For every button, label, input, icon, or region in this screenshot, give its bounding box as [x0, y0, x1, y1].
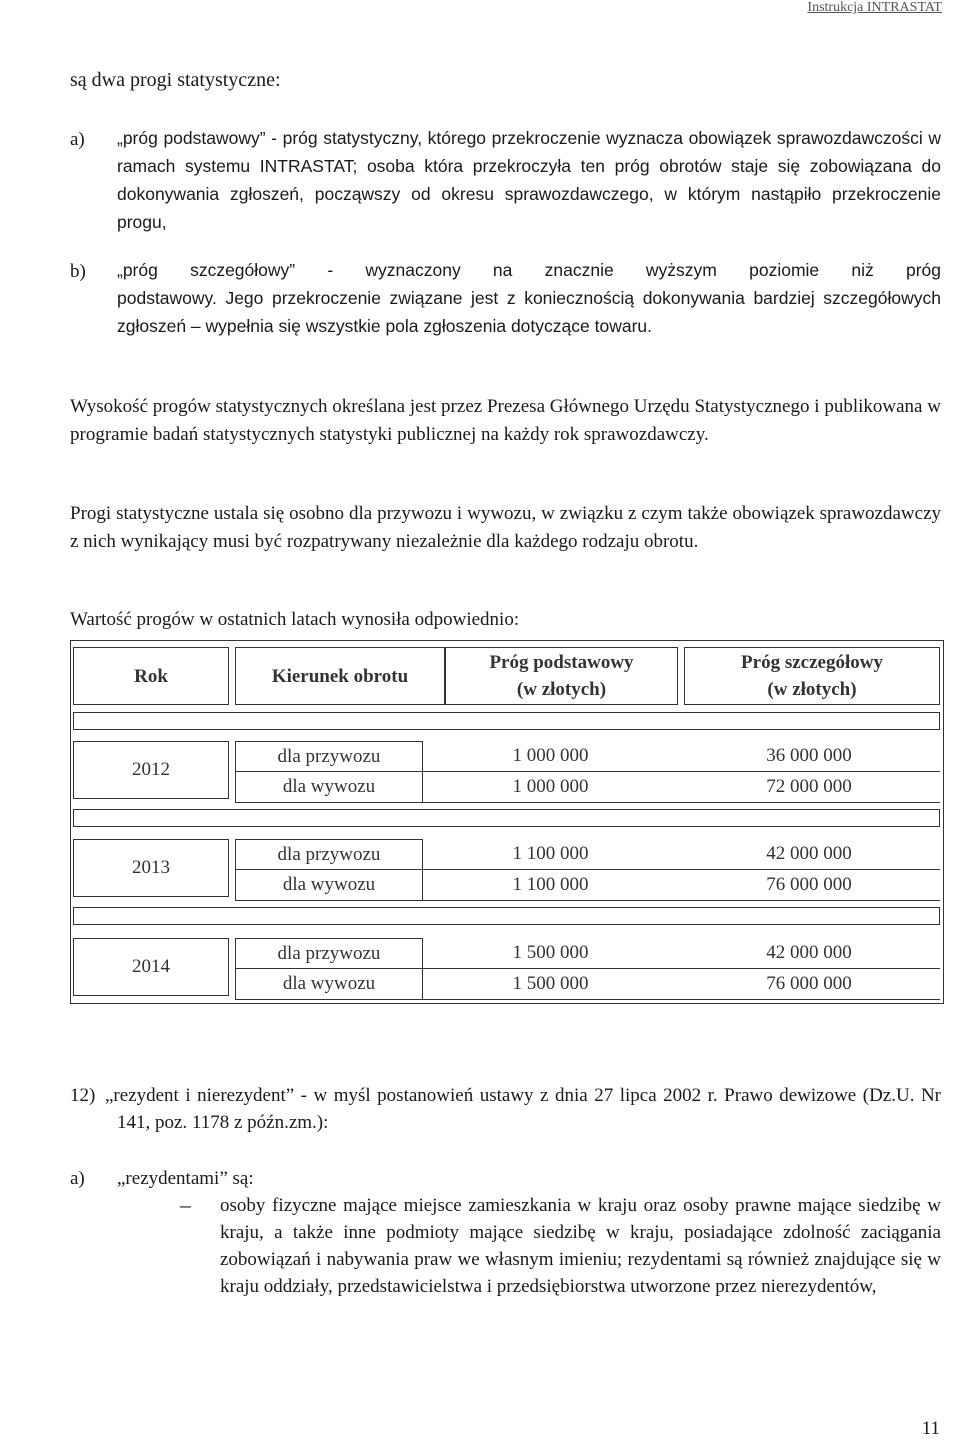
header-prog-szczegolowy-line2: (w złotych) [767, 679, 857, 700]
list-a-label: a) [70, 129, 85, 150]
direction-import-2014: dla przywozu [235, 938, 423, 969]
detail-import-2014: 42 000 000 [678, 938, 940, 969]
item-12-text: „rezydent i nierezydent” - w myśl postanowień ustawy z dnia 27 lipca 2002 r. Prawo dewizowe (Dz.U. Nr 141, poz. 1178 z późn.zm.): [105, 1085, 941, 1133]
table-spacer-row [73, 907, 940, 925]
document-header: Instrukcja INTRASTAT [807, 0, 942, 15]
paragraph-thresholds-values: Wartość progów w ostatnich latach wynosiła odpowiednio: [70, 609, 520, 630]
intro-text: są dwa progi statystyczne: [70, 69, 281, 91]
header-prog-szczegolowy-line1: Próg szczegółowy [741, 652, 883, 673]
paragraph-thresholds-separate: Progi statystyczne ustala się osobno dla przywozu i wywozu, w związku z czym także obowiązek sprawozdawczy z nich wynikający musi być rozpatrywany niezależnie dla każdego rodzaju obrotu. [70, 503, 941, 552]
year-cell-2013: 2013 [73, 839, 229, 897]
basic-export-2013: 1 100 000 [423, 870, 678, 901]
basic-import-2012: 1 000 000 [423, 741, 678, 772]
header-rok: Rok [73, 647, 229, 705]
dash-bullet: – [180, 1192, 191, 1217]
direction-import-2012: dla przywozu [235, 741, 423, 772]
detail-export-2012: 72 000 000 [678, 772, 940, 803]
basic-export-2014: 1 500 000 [423, 969, 678, 1000]
thresholds-table [70, 640, 944, 1004]
year-cell-2012: 2012 [73, 741, 229, 799]
detail-import-2013: 42 000 000 [678, 839, 940, 870]
list-b-line1: „próg szczegółowy” - wyznaczony na znacznie wyższym poziomie niż próg [117, 260, 941, 280]
sub-a-label: a) [70, 1168, 85, 1189]
header-prog-szczegolowy [684, 647, 940, 705]
direction-import-2013: dla przywozu [235, 839, 423, 870]
header-prog-podstawowy-line1: Próg podstawowy [489, 652, 634, 673]
basic-import-2013: 1 100 000 [423, 839, 678, 870]
detail-export-2014: 76 000 000 [678, 969, 940, 1000]
page-number: 11 [921, 1418, 940, 1439]
detail-import-2012: 36 000 000 [678, 741, 940, 772]
detail-export-2013: 76 000 000 [678, 870, 940, 901]
year-cell-2014: 2014 [73, 938, 229, 996]
direction-export-2014: dla wywozu [235, 969, 423, 1000]
header-prog-podstawowy-line2: (w złotych) [516, 679, 607, 700]
table-spacer-row [73, 809, 940, 827]
paragraph-thresholds-authority: Wysokość progów statystycznych określana jest przez Prezesa Głównego Urzędu Statystycznego i publikowana w programie badań statystycznych statystyki publicznej na każdy rok sprawozdawczy. [70, 396, 941, 445]
direction-export-2013: dla wywozu [235, 870, 423, 901]
bullet-text: osoby fizyczne mające miejsce zamieszkania w kraju oraz osoby prawne mające siedzibę w kraju, a także inne podmioty mające siedzibę w kraju, posiadające zdolność zaciągania zobowiązań i nabywania praw we własnym imieniu; rezydentami są również znajdujące się w kraju oddziały, przedstawicielstwa i przedsiębiorstwa utworzone przez nierezydentów, [220, 1195, 941, 1297]
header-prog-podstawowy [445, 647, 678, 705]
direction-export-2012: dla wywozu [235, 772, 423, 803]
list-a-text: „próg podstawowy” - próg statystyczny, którego przekroczenie wyznacza obowiązek sprawozdawczości w ramach systemu INTRASTAT; osoba która przekroczyła ten próg obrotów staje się zobowiązana do dokonywania zgłoszeń, począwszy od okresu sprawozdawczego, w którym nastąpiło przekroczenie progu, [117, 128, 941, 232]
basic-import-2014: 1 500 000 [423, 938, 678, 969]
header-kierunek: Kierunek obrotu [235, 647, 445, 705]
table-spacer-row [73, 712, 940, 730]
list-b-text: podstawowy. Jego przekroczenie związane jest z koniecznością dokonywania bardziej szczegółowych zgłoszeń – wypełnia się wszystkie pola zgłoszenia dotyczące towaru. [117, 288, 941, 336]
item-12-label: 12) [70, 1085, 96, 1106]
sub-a-text: „rezydentami” są: [117, 1168, 254, 1189]
basic-export-2012: 1 000 000 [423, 772, 678, 803]
list-b-label: b) [70, 261, 86, 282]
